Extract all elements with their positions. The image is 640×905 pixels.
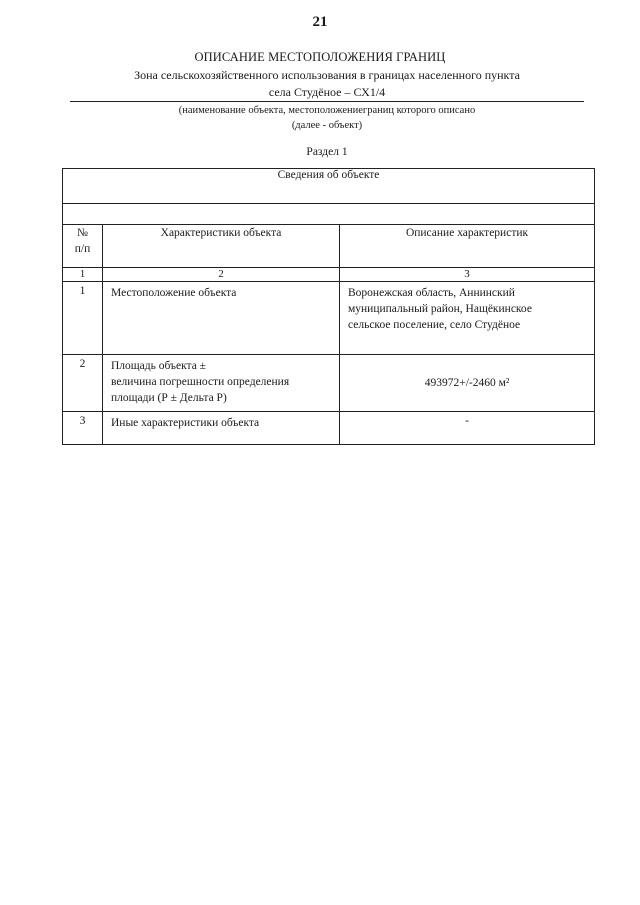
empty-cell <box>63 204 595 225</box>
characteristic-line: площади (Р ± Дельта Р) <box>111 392 227 404</box>
object-info-table <box>62 168 595 445</box>
characteristic-line: Площадь объекта ± <box>111 360 206 372</box>
row-characteristic: Иные характеристики объекта <box>103 412 340 445</box>
table-row <box>63 412 595 445</box>
section-title: Раздел 1 <box>306 146 348 158</box>
object-note-line-2: (далее - объект) <box>291 120 363 131</box>
column-number: 1 <box>63 268 103 282</box>
row-num: 2 <box>63 355 103 412</box>
description-line: Воронежская область, Аннинский <box>348 287 515 299</box>
row-description <box>340 282 595 355</box>
row-characteristic <box>103 355 340 412</box>
header-num-line-1: № <box>77 227 88 239</box>
table-empty-row <box>63 204 595 225</box>
object-name-line-1: Зона сельскохозяйственного использования в границах населенного пункта <box>134 68 520 82</box>
row-num: 3 <box>63 412 103 445</box>
column-number-row <box>63 268 595 282</box>
object-name-line-2: села Студёное – СХ1/4 <box>268 85 386 99</box>
table-title: Сведения об объекте <box>63 169 595 204</box>
characteristic-line: величина погрешности определения <box>111 376 290 388</box>
object-note-line-1: (наименование объекта, местоположениеграниц которого описано <box>178 105 476 116</box>
row-description: 493972+/-2460 м² <box>340 355 595 412</box>
table-header-row <box>63 225 595 268</box>
table-row <box>63 355 595 412</box>
header-num <box>63 225 103 268</box>
header-characteristic: Характеристики объекта <box>103 225 340 268</box>
table-row <box>63 282 595 355</box>
description-line: муниципальный район, Нащёкинское <box>348 303 532 315</box>
description-line: сельское поселение, село Студёное <box>348 319 521 331</box>
header-num-line-2: п/п <box>74 243 91 255</box>
row-num: 1 <box>63 282 103 355</box>
column-number: 2 <box>103 268 340 282</box>
row-description: - <box>340 412 595 445</box>
underline-rule <box>70 101 584 102</box>
page-number: 21 <box>312 14 328 30</box>
header-description: Описание характеристик <box>340 225 595 268</box>
document-title: ОПИСАНИЕ МЕСТОПОЛОЖЕНИЯ ГРАНИЦ <box>194 50 446 64</box>
row-characteristic: Местоположение объекта <box>103 282 340 355</box>
table-title-row <box>63 169 595 204</box>
column-number: 3 <box>340 268 595 282</box>
